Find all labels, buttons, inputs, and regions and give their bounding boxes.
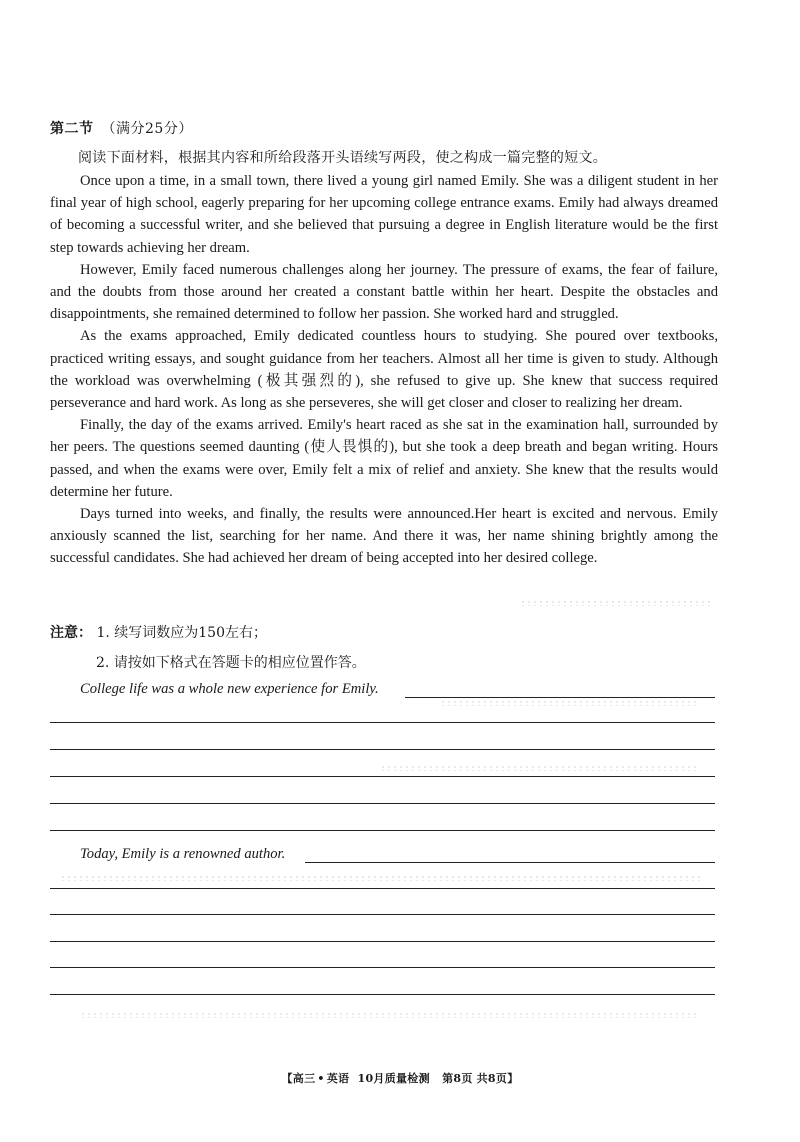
- scan-noise: [80, 1012, 700, 1018]
- scan-noise: [380, 765, 700, 771]
- answer-line[interactable]: [50, 803, 715, 804]
- footer-total-pages: 共8页: [476, 1072, 508, 1085]
- answer-line[interactable]: [305, 862, 715, 863]
- answer-line[interactable]: [50, 967, 715, 968]
- answer-line[interactable]: [50, 722, 715, 723]
- answer-line[interactable]: [50, 830, 715, 831]
- passage-paragraph: Once upon a time, in a small town, there lived a young girl named Emily. She was a diligent student in her final year of high school, eagerly preparing for her upcoming college entrance exams. Emily had always dreamed of becoming a successful writer, and she believed that pursuing a degree in English literature would be the first step towards achieving her dream.: [50, 173, 718, 256]
- footer-subject: 英语: [326, 1072, 350, 1085]
- footer-page-number: 第8页: [442, 1072, 473, 1085]
- answer-line[interactable]: [50, 914, 715, 915]
- section-score: （满分25分）: [101, 121, 193, 137]
- continuation-prompt-first: College life was a whole new experience for Emily.: [80, 681, 379, 697]
- footer-dot: •: [317, 1072, 325, 1085]
- footer-exam-name: 10月质量检测: [357, 1072, 430, 1085]
- note-label: 注意：: [50, 625, 92, 641]
- footer-bracket-close: 】: [507, 1072, 519, 1085]
- reading-passage: [50, 170, 718, 570]
- footer-bracket-open: 【: [281, 1072, 293, 1085]
- note-text: 1. 续写词数应为150左右；: [96, 625, 267, 641]
- note-item-format: 2. 请按如下格式在答题卡的相应位置作答。: [96, 655, 366, 671]
- continuation-prompt-second: Today, Emily is a renowned author.: [80, 846, 286, 862]
- answer-line[interactable]: [50, 888, 715, 889]
- passage-paragraph: However, Emily faced numerous challenges along her journey. The pressure of exams, the fear of failure, and the doubts from those around her created a constant battle within her heart. Despite the obstacles and disappointments, she remained determined to follow her passion. She worked hard and struggled.: [50, 261, 718, 323]
- passage-paragraph: As the exams approached, Emily dedicated countless hours to studying. She poured over textbooks, practiced writing essays, and sought guidance from her teachers. Almost all her time is given to study. Although the workload was overwhelming (极其强烈的), she refused to give up. She knew that success required perseverance and hard work. As long as she perseveres, she will get closer and closer to realizing her dream.: [50, 328, 718, 412]
- section-heading: [50, 118, 193, 138]
- scan-noise: [60, 875, 700, 881]
- answer-line[interactable]: [405, 697, 715, 698]
- passage-paragraph: Finally, the day of the exams arrived. Emily's heart raced as she sat in the examination hall, surrounded by her peers. The questions seemed daunting (使人畏惧的), but she took a deep breath and began writing. Hours passed, and when the exams were over, Emily felt a mix of relief and anxiety. She knew that the results would determine her future.: [50, 417, 718, 500]
- passage-paragraph: Days turned into weeks, and finally, the results were announced.Her heart is excited and nervous. Emily anxiously scanned the list, searching for her name. And there it was, her name shining brightly among the successful candidates. She had achieved her dream of being accepted into her desired college.: [50, 506, 718, 567]
- scan-noise: [440, 700, 700, 706]
- answer-line[interactable]: [50, 941, 715, 942]
- section-title: 第二节: [50, 121, 94, 137]
- answer-line[interactable]: [50, 994, 715, 995]
- note-item-word-count: [50, 622, 267, 642]
- footer-grade: 高三: [292, 1072, 316, 1085]
- scan-noise: [520, 600, 710, 606]
- answer-line[interactable]: [50, 749, 715, 750]
- page-footer: [0, 1070, 800, 1086]
- task-instruction: 阅读下面材料，根据其内容和所给段落开头语续写两段，使之构成一篇完整的短文。: [78, 150, 608, 166]
- answer-line[interactable]: [50, 776, 715, 777]
